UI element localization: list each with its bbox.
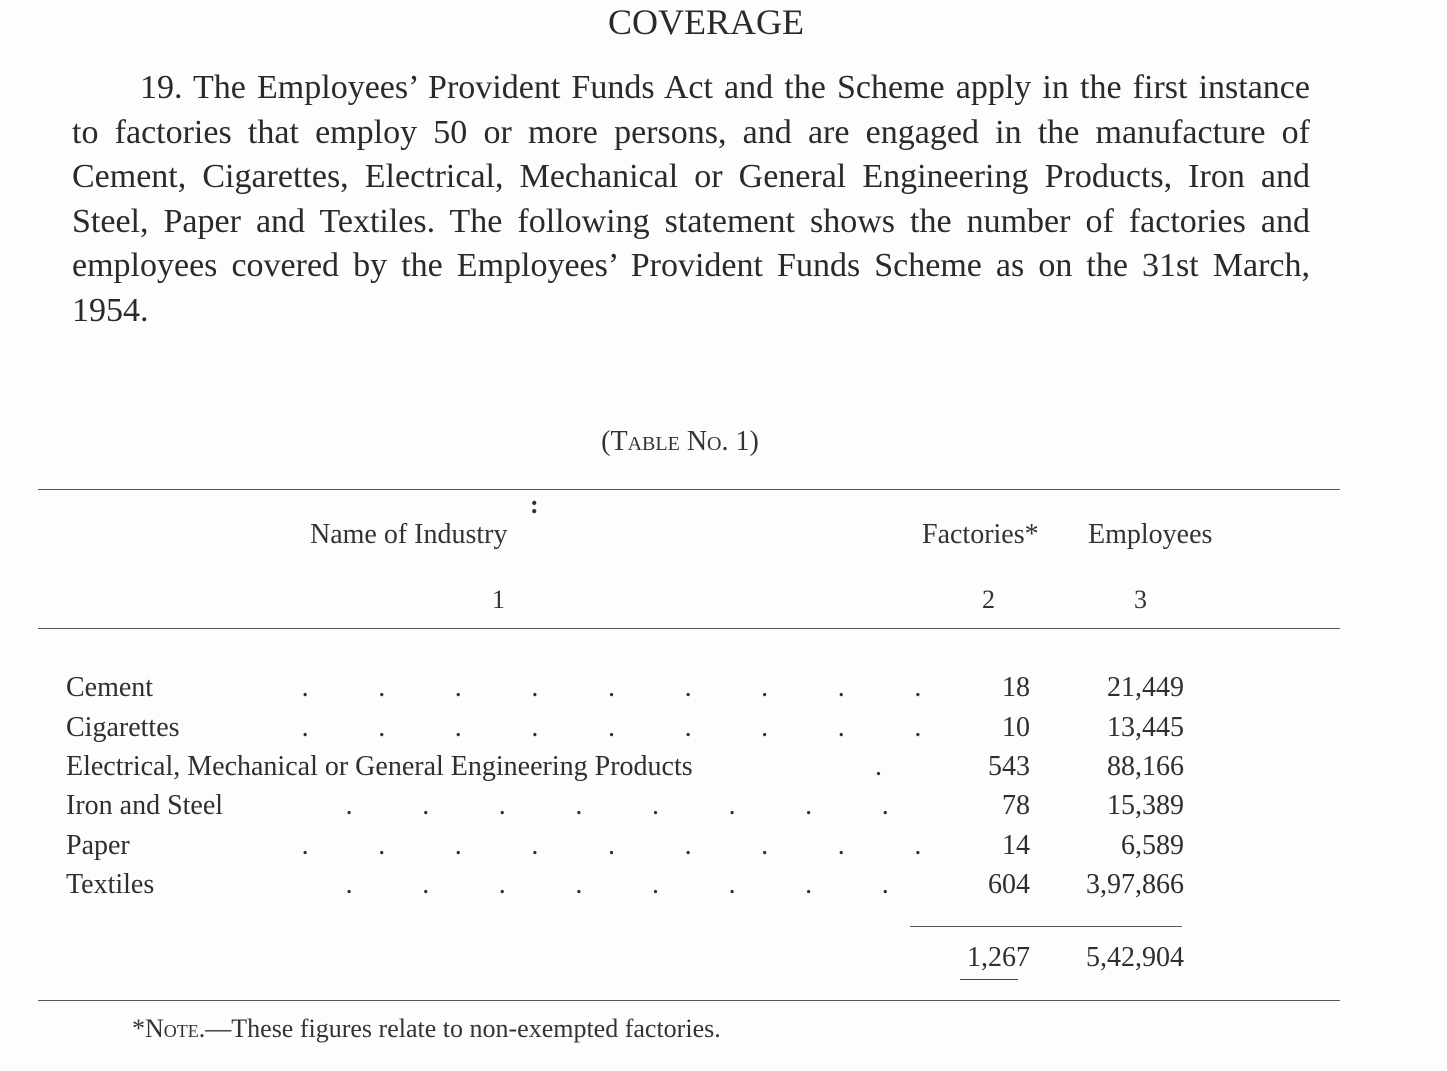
dot-leader: . . . . . . . . (345, 869, 889, 900)
dot-leader: . . . . . . . . . (301, 712, 922, 743)
dot-leader: . . . . . . . . . (301, 830, 922, 861)
table-row (0, 747, 1447, 787)
factories-value: 78 (1002, 790, 1030, 821)
table-row (0, 708, 1447, 748)
header-factories: Factories* (922, 519, 1039, 550)
column-number-3: 3 (1134, 585, 1147, 614)
dot-leader: . . . . . . . . . (301, 672, 922, 703)
employees-value: 15,389 (1107, 790, 1184, 821)
employees-value: 88,166 (1107, 751, 1184, 782)
dot-leader: . (875, 751, 882, 782)
table-row (0, 826, 1447, 866)
header-employees: Employees (1088, 519, 1213, 550)
dot-leader: . . . . . . . . (345, 790, 889, 821)
industry-name: Iron and Steel (66, 790, 224, 821)
total-factories: 1,267 (967, 942, 1030, 973)
footnote-text: —These figures relate to non-exempted factories. (205, 1014, 721, 1043)
factories-value: 543 (988, 751, 1030, 782)
coverage-paragraph (72, 66, 1310, 334)
table-caption-number: 1 (735, 426, 750, 457)
table-top-rule (38, 489, 1340, 490)
total-underline (960, 979, 1018, 980)
employees-value: 3,97,866 (1086, 869, 1184, 900)
employees-value: 6,589 (1121, 830, 1184, 861)
table-caption-label: Table No. (610, 426, 729, 457)
industry-name: Cigarettes (66, 712, 180, 743)
paragraph-number: 19. (140, 69, 183, 106)
column-number-1: 1 (492, 585, 505, 614)
employees-value: 21,449 (1107, 672, 1184, 703)
total-rule (910, 926, 1182, 927)
colon-mark: : (530, 490, 539, 519)
footnote: *Note.—These figures relate to non-exempted factories. (132, 1014, 721, 1043)
paragraph-text: The Employees’ Provident Funds Act and the Scheme apply in the first instance to factories that employ 50 or more persons, and are engaged in the manufacture of Cement, Cigarettes, Electrical, Mechanical or General Engineering Products, Iron and Steel, Paper and Textiles. The following statement shows the number of factories and employees covered by the Employees’ Provident Funds Scheme as on the 31st March, 1954. (72, 69, 1310, 329)
employees-value: 13,445 (1107, 712, 1184, 743)
total-employees: 5,42,904 (1086, 942, 1184, 973)
table-row (0, 865, 1447, 905)
table-row (0, 668, 1447, 708)
industry-name: Textiles (66, 869, 155, 900)
factories-value: 604 (988, 869, 1030, 900)
footnote-label: Note. (145, 1014, 206, 1043)
factories-value: 14 (1002, 830, 1030, 861)
industry-name: Paper (66, 830, 130, 861)
table-bottom-rule (38, 1000, 1340, 1001)
table-header-rule (38, 628, 1340, 629)
column-number-2: 2 (982, 585, 995, 614)
industry-name: Electrical, Mechanical or General Engineering Products (66, 751, 693, 782)
table-row (0, 786, 1447, 826)
section-heading: COVERAGE (608, 2, 804, 42)
table-caption: (Table No. 1) (601, 426, 759, 457)
industry-name: Cement (66, 672, 154, 703)
header-name-of-industry: Name of Industry (310, 519, 508, 550)
total-row (0, 938, 1447, 978)
factories-value: 18 (1002, 672, 1030, 703)
factories-value: 10 (1002, 712, 1030, 743)
